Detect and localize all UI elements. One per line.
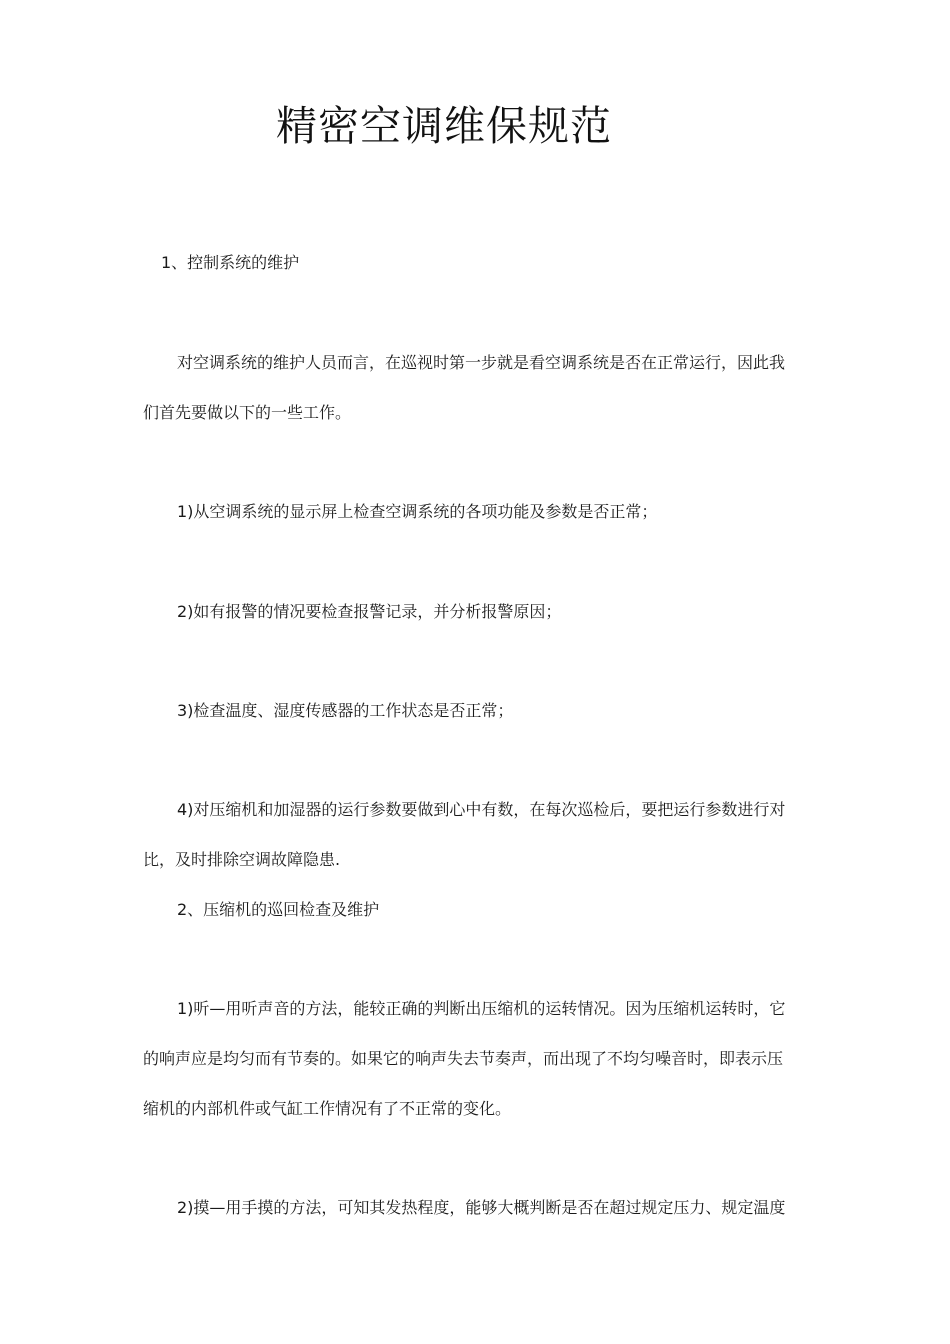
paragraph-line: 的响声应是均匀而有节奏的。如果它的响声失去节奏声，而出现了不均匀噪音时，即表示压 [143, 1049, 784, 1068]
paragraph-line: 对空调系统的维护人员而言，在巡视时第一步就是看空调系统是否在正常运行，因此我 [177, 353, 786, 372]
list-item: 3)检查温度、湿度传感器的工作状态是否正常； [177, 701, 514, 720]
list-item: 4)对压缩机和加湿器的运行参数要做到心中有数，在每次巡检后，要把运行参数进行对 [177, 800, 786, 819]
list-item: 1)从空调系统的显示屏上检查空调系统的各项功能及参数是否正常； [177, 502, 658, 521]
paragraph-line: 比，及时排除空调故障隐患. [143, 850, 341, 869]
paragraph-line: 2)摸—用手摸的方法，可知其发热程度，能够大概判断是否在超过规定压力、规定温度 [177, 1198, 786, 1217]
list-item: 2)如有报警的情况要检查报警记录，并分析报警原因； [177, 602, 562, 621]
section-heading-compressor: 2、压缩机的巡回检查及维护 [177, 900, 380, 919]
section-heading-control-system: 1、控制系统的维护 [161, 253, 300, 272]
paragraph-line: 1)听—用听声音的方法，能较正确的判断出压缩机的运转情况。因为压缩机运转时，它 [177, 999, 786, 1018]
paragraph-line: 缩机的内部机件或气缸工作情况有了不正常的变化。 [143, 1099, 512, 1118]
paragraph-line: 们首先要做以下的一些工作。 [143, 403, 352, 422]
document-title: 精密空调维保规范 [276, 102, 612, 150]
